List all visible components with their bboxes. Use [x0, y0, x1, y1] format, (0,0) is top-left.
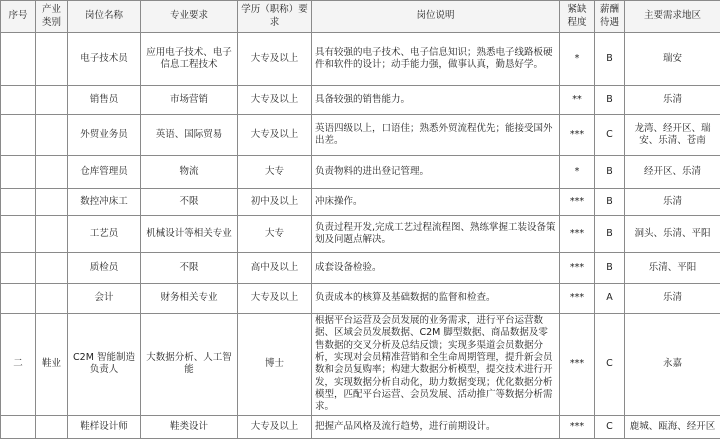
table-row [1, 253, 720, 284]
cell-major: 鞋类设计 [141, 415, 238, 438]
cell-position: 会计 [68, 284, 141, 314]
cell-major: 英语、国际贸易 [141, 115, 238, 156]
cell-description: 负责物料的进出登记管理。 [312, 156, 560, 189]
cell-urgency: *** [560, 314, 595, 416]
cell-urgency: *** [560, 189, 595, 216]
cell-region: 乐清、平阳 [625, 253, 720, 284]
cell-education: 大专 [238, 216, 312, 253]
cell-position: 质检员 [68, 253, 141, 284]
cell-description: 负责成本的核算及基础数据的监督和检查。 [312, 284, 560, 314]
cell-region: 洞头、乐清、平阳 [625, 216, 720, 253]
table-row [1, 284, 720, 314]
cell-description: 英语四级以上，口语佳；熟悉外贸流程优先；能接受国外出差。 [312, 115, 560, 156]
cell-category: 鞋业 [36, 314, 68, 416]
header-row [1, 1, 720, 33]
cell-major: 大数据分析、人工智能 [141, 314, 238, 416]
cell-position: 外贸业务员 [68, 115, 141, 156]
cell-category [36, 415, 68, 438]
cell-region: 龙湾、经开区、瑞安、乐清、苍南 [625, 115, 720, 156]
cell-position: 工艺员 [68, 216, 141, 253]
header-region: 主要需求地区 [625, 1, 720, 33]
table-row [1, 33, 720, 86]
cell-major: 不限 [141, 189, 238, 216]
cell-education: 大专及以上 [238, 115, 312, 156]
cell-education: 初中及以上 [238, 189, 312, 216]
cell-category [36, 284, 68, 314]
cell-category [36, 86, 68, 115]
cell-region: 鹿城、瓯海、经开区 [625, 415, 720, 438]
cell-education: 大专及以上 [238, 33, 312, 86]
cell-seq [1, 415, 36, 438]
cell-major: 不限 [141, 253, 238, 284]
cell-education: 高中及以上 [238, 253, 312, 284]
cell-position: 数控冲床工 [68, 189, 141, 216]
cell-salary: B [595, 156, 625, 189]
cell-urgency: *** [560, 216, 595, 253]
cell-salary: C [595, 415, 625, 438]
cell-seq [1, 284, 36, 314]
cell-category [36, 156, 68, 189]
cell-region: 乐清 [625, 86, 720, 115]
cell-region: 乐清 [625, 284, 720, 314]
cell-description: 冲床操作。 [312, 189, 560, 216]
cell-education: 大专及以上 [238, 86, 312, 115]
table-row [1, 86, 720, 115]
header-category: 产业类别 [36, 1, 68, 33]
header-description: 岗位说明 [312, 1, 560, 33]
cell-salary: B [595, 189, 625, 216]
table-row [1, 216, 720, 253]
cell-urgency: * [560, 156, 595, 189]
cell-education: 大专 [238, 156, 312, 189]
cell-seq [1, 189, 36, 216]
cell-salary: B [595, 33, 625, 86]
cell-description: 把握产品风格及流行趋势，进行前期设计。 [312, 415, 560, 438]
cell-education: 大专及以上 [238, 415, 312, 438]
cell-category [36, 33, 68, 86]
cell-major: 应用电子技术、电子信息工程技术 [141, 33, 238, 86]
cell-salary: B [595, 216, 625, 253]
table-row [1, 415, 720, 438]
cell-major: 市场营销 [141, 86, 238, 115]
header-major: 专业要求 [141, 1, 238, 33]
header-position: 岗位名称 [68, 1, 141, 33]
cell-position: C2M 智能制造负责人 [68, 314, 141, 416]
cell-region: 经开区、乐清 [625, 156, 720, 189]
cell-urgency: ** [560, 86, 595, 115]
cell-category [36, 189, 68, 216]
header-urgency: 紧缺程度 [560, 1, 595, 33]
cell-category [36, 216, 68, 253]
header-seq: 序号 [1, 1, 36, 33]
cell-seq: 二 [1, 314, 36, 416]
cell-description: 具备较强的销售能力。 [312, 86, 560, 115]
table-row [1, 156, 720, 189]
table-row [1, 314, 720, 416]
cell-major: 财务相关专业 [141, 284, 238, 314]
cell-salary: C [595, 314, 625, 416]
cell-major: 机械设计等相关专业 [141, 216, 238, 253]
cell-region: 永嘉 [625, 314, 720, 416]
header-salary: 薪酬待遇 [595, 1, 625, 33]
header-education: 学历（职称）要求 [238, 1, 312, 33]
cell-seq [1, 216, 36, 253]
cell-salary: C [595, 115, 625, 156]
cell-urgency: *** [560, 415, 595, 438]
cell-salary: A [595, 284, 625, 314]
cell-urgency: *** [560, 115, 595, 156]
cell-position: 仓库管理员 [68, 156, 141, 189]
cell-urgency: *** [560, 253, 595, 284]
cell-category [36, 253, 68, 284]
cell-seq [1, 115, 36, 156]
cell-description: 具有较强的电子技术、电子信息知识；熟悉电子线路板硬件和软件的设计；动手能力强，做事认真，勤恳好学。 [312, 33, 560, 86]
table-row [1, 189, 720, 216]
cell-salary: B [595, 253, 625, 284]
cell-region: 乐清 [625, 189, 720, 216]
cell-seq [1, 33, 36, 86]
cell-position: 鞋样设计师 [68, 415, 141, 438]
cell-description: 成套设备检验。 [312, 253, 560, 284]
cell-seq [1, 86, 36, 115]
cell-description: 负责过程开发,完成工艺过程流程图、熟练掌握工装设备策划及问题点解决。 [312, 216, 560, 253]
cell-urgency: *** [560, 284, 595, 314]
cell-position: 电子技术员 [68, 33, 141, 86]
cell-major: 物流 [141, 156, 238, 189]
cell-seq [1, 156, 36, 189]
cell-seq [1, 253, 36, 284]
cell-position: 销售员 [68, 86, 141, 115]
cell-region: 瑞安 [625, 33, 720, 86]
cell-category [36, 115, 68, 156]
cell-salary: B [595, 86, 625, 115]
cell-description: 根据平台运营及会员发展的业务需求，进行平台运营数据、区域会员发展数据、C2M 脚型数据、商品数据及零售数据的交叉分析及总结反馈；实现多渠道会员数据分析，实现对会员精准营销和全生命周期管理，提升新会员数和会员复购率；构建大数据分析模型，提交技术进行开发，实现数据分析自动化，助力数据变现；优化数据分析模型，匹配平台运营、会员发展、活动推广等数据分析需求。 [312, 314, 560, 416]
cell-urgency: * [560, 33, 595, 86]
cell-education: 博士 [238, 314, 312, 416]
cell-education: 大专及以上 [238, 284, 312, 314]
table-row [1, 115, 720, 156]
